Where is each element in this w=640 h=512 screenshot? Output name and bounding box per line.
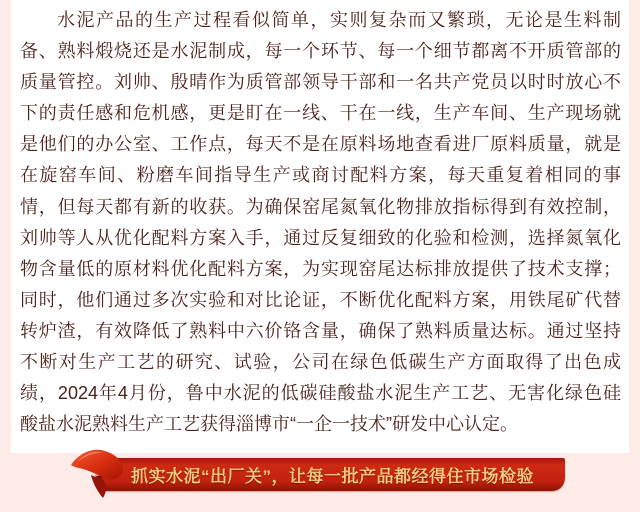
article-text — [11, 0, 629, 440]
article-line: 酸盐水泥熟料生产工艺获得淄博市“一企一技术”研发中心认定。 — [20, 414, 518, 435]
article-line: 物含量低的原材料优化配料方案，为实现窑尾达标排放提供了技术支撑； — [20, 258, 621, 279]
article-line: 备、熟料煅烧还是水泥制成，每一个环节、每一个细节都离不开质管部的 — [20, 41, 621, 62]
red-flag-icon — [69, 445, 131, 501]
article-line: 绩，2024年4月份，鲁中水泥的低碳硅酸盐水泥生产工艺、无害化绿色硅 — [20, 383, 621, 404]
article-line: 是他们的办公室、工作点，每天不是在原料场地查看进厂原料质量，就是 — [20, 134, 621, 155]
article-line: 在旋窑车间、粉磨车间指导生产或商讨配料方案，每天重复着相同的事 — [20, 165, 621, 186]
article-line: 同时，他们通过多次实验和对比论证，不断优化配料方案，用铁尾矿代替 — [20, 289, 621, 310]
article-line: 水泥产品的生产过程看似简单，实则复杂而又繁琐，无论是生料制 — [57, 10, 621, 30]
article-panel — [11, 0, 629, 453]
slogan-banner — [100, 458, 565, 491]
article-line: 质量管控。刘帅、殷晴作为质管部领导干部和一名共产党员以时时放心不 — [20, 72, 621, 93]
article-line: 下的责任感和危机感，更是盯在一线、干在一线，生产车间、生产现场就 — [20, 103, 621, 124]
article-line: 转炉渣，有效降低了熟料中六价铬含量，确保了熟料质量达标。通过坚持 — [20, 320, 621, 341]
article-line: 情，但每天都有新的收获。为确保窑尾氮氧化物排放指标得到有效控制， — [20, 196, 621, 217]
article-line: 不断对生产工艺的研究、试验，公司在绿色低碳生产方面取得了出色成 — [20, 352, 621, 373]
slogan-text: 抓实水泥“出厂关”，让每一批产品都经得住市场检验 — [131, 467, 534, 486]
article-line: 刘帅等人从优化配料方案入手，通过反复细致的化验和检测，选择氮氧化 — [20, 227, 621, 248]
